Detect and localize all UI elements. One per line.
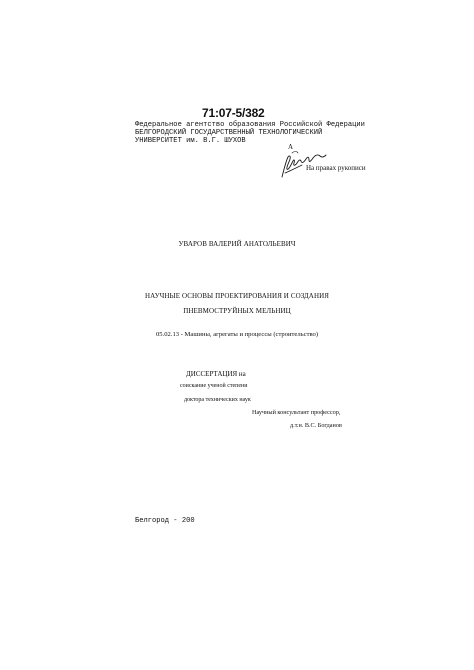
catalog-code: 71:07-5/382 — [202, 106, 265, 120]
university-line-1: БЕЛГОРОДСКИЙ ГОСУДАРСТВЕННЫЙ ТЕХНОЛОГИЧЕСКИЙ — [135, 129, 323, 137]
dissertation-line-2: соискание ученой степени — [180, 383, 248, 389]
city-year: Белгород - 200 — [135, 517, 195, 525]
advisor-line-2: д.т.н. В.С. Богданов — [290, 422, 342, 429]
advisor-line-1: Научный консультант профессор, — [252, 409, 341, 416]
author-name: УВАРОВ ВАЛЕРИЙ АНАТОЛЬЕВИЧ — [178, 240, 296, 248]
rights-mark: А — [288, 143, 294, 151]
manuscript-note: На правах рукописи — [306, 164, 366, 172]
agency-line: Федеральное агентство образования Российской Федерации — [135, 121, 365, 129]
thesis-title-line-2: ПНЕВМОСТРУЙНЫХ МЕЛЬНИЦ — [183, 307, 291, 315]
thesis-title-line-1: НАУЧНЫЕ ОСНОВЫ ПРОЕКТИРОВАНИЯ И СОЗДАНИЯ — [144, 292, 330, 300]
dissertation-line-1: ДИССЕРТАЦИЯ на — [186, 370, 246, 378]
university-line-2: УНИВЕРСИТЕТ им. В.Г. ШУХОВ — [135, 137, 246, 145]
dissertation-line-3: доктора технических наук — [184, 397, 251, 403]
specialty-code: 05.02.13 - Машины, агрегаты и процессы (строительство) — [155, 331, 319, 338]
